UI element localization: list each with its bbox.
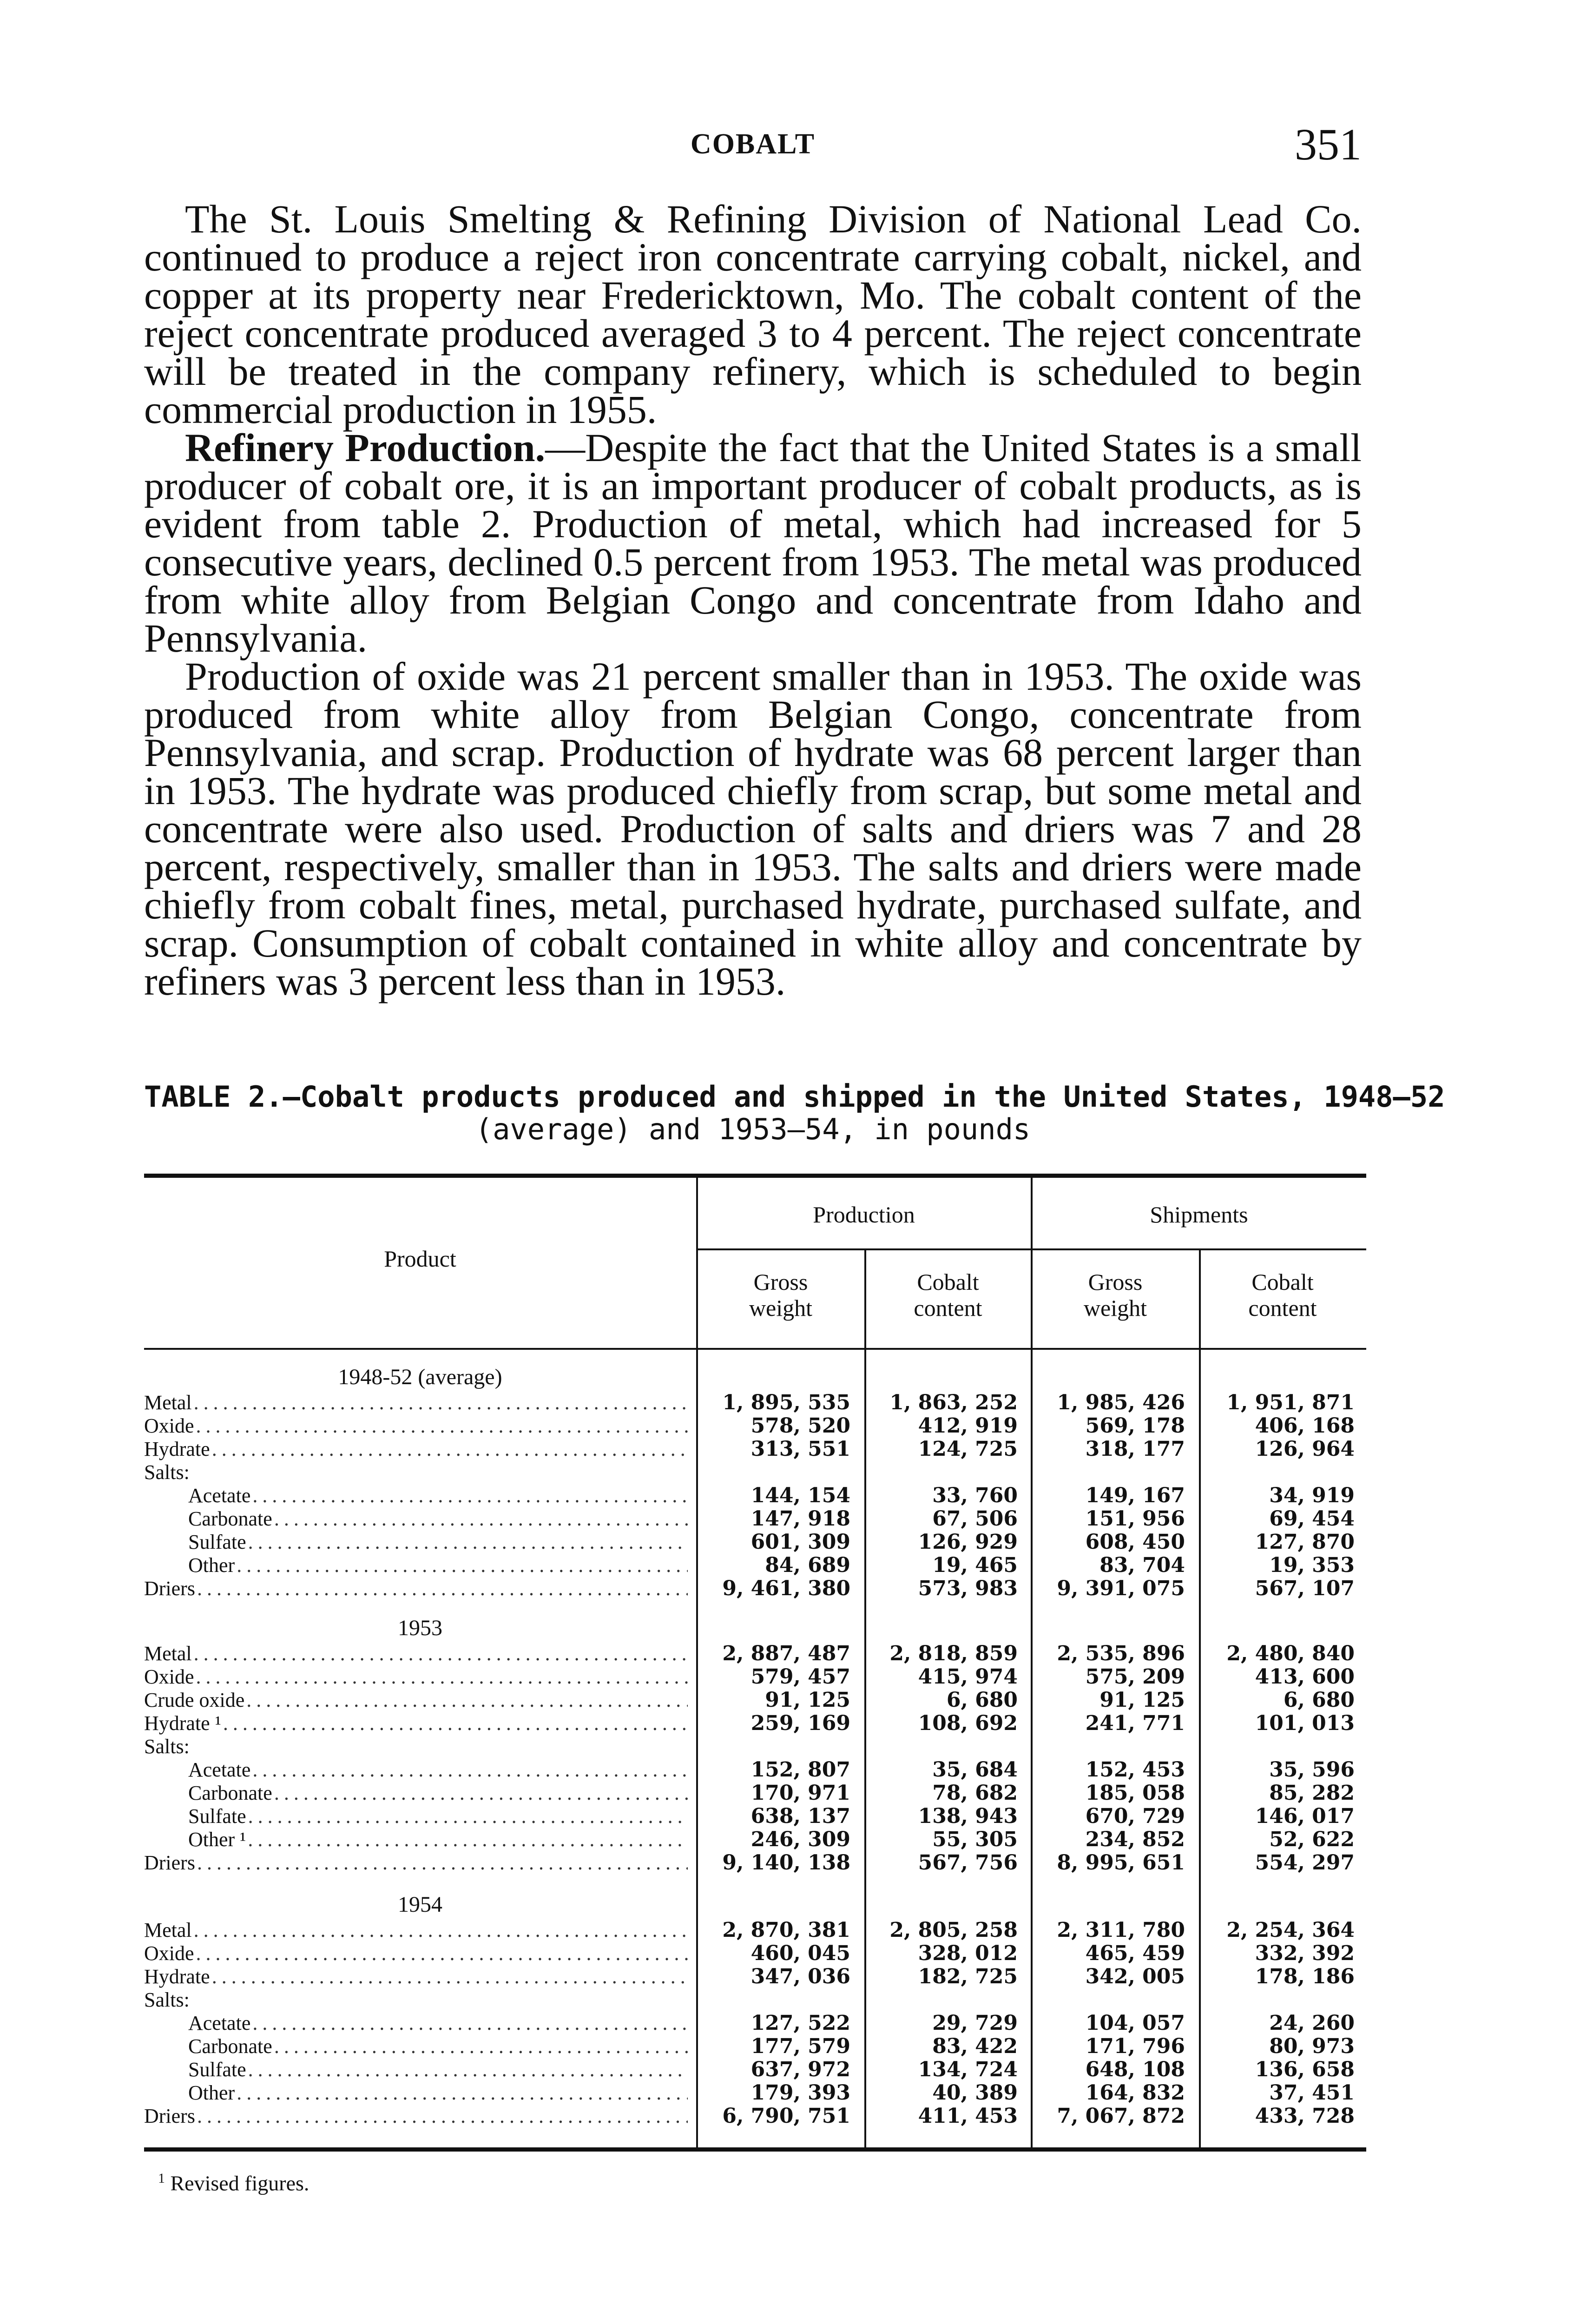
- table-cell: 37, 451: [1269, 2081, 1355, 2105]
- row-label: [144, 1689, 688, 1712]
- table-cell: 2, 311, 780: [1057, 1918, 1185, 1942]
- row-label-text: Other: [144, 2081, 237, 2104]
- row-label-text: Carbonate: [144, 1507, 274, 1530]
- row-label-text: Other: [144, 1554, 237, 1577]
- footnote: [158, 2171, 309, 2195]
- table-cell: 34, 919: [1269, 1484, 1355, 1507]
- table-cell: 83, 704: [1099, 1553, 1185, 1577]
- row-label: [144, 1438, 688, 1461]
- table-cell: 637, 972: [750, 2058, 850, 2081]
- body-text: [144, 197, 1362, 1004]
- table-cell: 347, 036: [750, 1965, 850, 1988]
- row-label: [144, 1531, 688, 1554]
- row-label-text: Salts:: [144, 1988, 191, 2011]
- table-cell: 342, 005: [1085, 1965, 1185, 1988]
- table-cell: 185, 058: [1085, 1781, 1185, 1805]
- row-label-text: Carbonate: [144, 1782, 274, 1804]
- column-group-production: Production: [813, 1202, 915, 1228]
- table-cell: 126, 964: [1255, 1437, 1355, 1461]
- table-cell: 9, 140, 138: [722, 1851, 850, 1875]
- row-label: [144, 2105, 688, 2128]
- table-cell: 33, 760: [932, 1484, 1018, 1507]
- row-label: [144, 1642, 688, 1665]
- table-cell: 460, 045: [750, 1941, 850, 1965]
- table-cell: 35, 596: [1269, 1758, 1355, 1782]
- table-cell: 104, 057: [1085, 2011, 1185, 2035]
- table-cell: 246, 309: [750, 1828, 850, 1851]
- paragraph: Refinery Production.—Despite the fact that the United States is a small producer of cobalt ore, it is an important producer of cobalt products, as is evident from table 2. Production of metal, which had increased for 5 consecutive years, declined 0.5 percent from 1953. The metal was produced from white alloy from Belgian Congo and concentrate from Idaho and Pennsylvania.: [144, 425, 1362, 660]
- row-label-text: Oxide: [144, 1942, 196, 1965]
- table-cell: 1, 985, 426: [1057, 1391, 1185, 1414]
- row-label: [144, 1391, 688, 1414]
- table-bottom-rule: [144, 2147, 1366, 2152]
- row-label: [144, 1712, 688, 1735]
- row-label-text: Oxide: [144, 1414, 196, 1437]
- table-cell: 2, 254, 364: [1226, 1918, 1355, 1942]
- table-cell: 19, 465: [932, 1553, 1018, 1577]
- row-label: [144, 2012, 688, 2035]
- table-cell: 136, 658: [1255, 2058, 1355, 2081]
- table-cell: 182, 725: [918, 1965, 1018, 1988]
- table-cell: 608, 450: [1085, 1530, 1185, 1554]
- table-cell: 259, 169: [750, 1711, 850, 1735]
- row-label-text: Crude oxide: [144, 1689, 246, 1711]
- table-cell: 134, 724: [918, 2058, 1018, 2081]
- paragraph-text: Despite the fact that the United States is a small producer of cobalt ore, it is an important producer of cobalt products, as is evident from table 2. Production of metal, which had increased for 5 consecutive years, declined 0.5 percent from 1953. The metal was produced from white alloy from Belgian Congo and concentrate from Idaho and Pennsylvania.: [144, 425, 1362, 660]
- table-cell: 138, 943: [918, 1804, 1018, 1828]
- table-cell: 91, 125: [1099, 1688, 1185, 1712]
- row-label: [144, 1988, 688, 2012]
- row-label-text: Acetate: [144, 1758, 252, 1781]
- table-cell: 575, 209: [1085, 1665, 1185, 1689]
- table-cell: 313, 551: [750, 1437, 850, 1461]
- section-heading: 1954: [398, 1892, 442, 1917]
- table-cell: 40, 389: [932, 2081, 1018, 2105]
- page-header: [144, 119, 1362, 170]
- row-label-text: Metal: [144, 1919, 194, 1941]
- row-label-text: Acetate: [144, 2012, 252, 2034]
- table-cell: 601, 309: [750, 1530, 850, 1554]
- table-cell: 2, 887, 487: [722, 1642, 850, 1665]
- table-cell: 35, 684: [932, 1758, 1018, 1782]
- column-header-product: Product: [384, 1246, 456, 1272]
- table-cell: 9, 391, 075: [1057, 1577, 1185, 1600]
- table-cell: 85, 282: [1269, 1781, 1355, 1805]
- table-cell: 6, 790, 751: [722, 2104, 850, 2128]
- table-cell: 638, 137: [750, 1804, 850, 1828]
- table-caption-line: TABLE 2.—Cobalt products produced and shipped in the United States, 1948–52: [144, 1080, 1445, 1114]
- row-label-text: Sulfate: [144, 1531, 248, 1553]
- row-label: [144, 1942, 688, 1965]
- table-cell: 164, 832: [1085, 2081, 1185, 2105]
- row-label-text: Driers: [144, 1851, 197, 1874]
- table-cell: 573, 983: [918, 1577, 1018, 1600]
- table-cell: 579, 457: [750, 1665, 850, 1689]
- row-label: [144, 1805, 688, 1828]
- table-cell: 6, 680: [1283, 1688, 1355, 1712]
- header-rule: [696, 1248, 1366, 1250]
- row-label-text: Carbonate: [144, 2035, 274, 2058]
- table-cell: 2, 805, 258: [889, 1918, 1018, 1942]
- table-cell: 178, 186: [1255, 1965, 1355, 1988]
- row-label: [144, 1965, 688, 1988]
- row-label: [144, 1461, 688, 1484]
- table-cell: 567, 107: [1255, 1577, 1355, 1600]
- table-cell: 24, 260: [1269, 2011, 1355, 2035]
- section-heading: 1953: [398, 1616, 442, 1640]
- column-header-gross-weight: Gross weight: [1083, 1269, 1147, 1321]
- table-cell: 413, 600: [1255, 1665, 1355, 1689]
- paragraph: The St. Louis Smelting & Refining Division of National Lead Co. continued to produce a reject iron concentrate carrying cobalt, nickel, and copper at its property near Fredericktown, Mo. The cobalt content of the reject concentrate produced averaged 3 to 4 percent. The reject concentrate will be treated in the company refinery, which is scheduled to begin commercial production in 1955.: [144, 197, 1362, 432]
- row-label: [144, 1782, 688, 1805]
- table-cell: 126, 929: [918, 1530, 1018, 1554]
- row-label-text: Metal: [144, 1642, 194, 1665]
- row-label: [144, 1851, 688, 1875]
- table-cell: 2, 818, 859: [889, 1642, 1018, 1665]
- table-cell: 234, 852: [1085, 1828, 1185, 1851]
- table-top-rule: [144, 1174, 1366, 1178]
- table-cell: 91, 125: [765, 1688, 850, 1712]
- table-cell: 152, 807: [750, 1758, 850, 1782]
- table-cell: 83, 422: [932, 2034, 1018, 2058]
- table-cell: 411, 453: [918, 2104, 1018, 2128]
- table-cell: 2, 480, 840: [1226, 1642, 1355, 1665]
- column-header-gross-weight: Gross weight: [749, 1269, 813, 1321]
- table-cell: 52, 622: [1269, 1828, 1355, 1851]
- table-cell: 7, 067, 872: [1057, 2104, 1185, 2128]
- table-cell: 569, 178: [1085, 1414, 1185, 1438]
- table-cell: 9, 461, 380: [722, 1577, 850, 1600]
- table-cell: 2, 870, 381: [722, 1918, 850, 1942]
- table-cell: 332, 392: [1255, 1941, 1355, 1965]
- table-cell: 554, 297: [1255, 1851, 1355, 1875]
- table-cell: 567, 756: [918, 1851, 1018, 1875]
- table-cell: 179, 393: [750, 2081, 850, 2105]
- footnote-marker: 1: [158, 2171, 165, 2186]
- table-cell: 80, 973: [1269, 2034, 1355, 2058]
- row-label: [144, 1919, 688, 1942]
- table-cell: 146, 017: [1255, 1804, 1355, 1828]
- table-cell: 406, 168: [1255, 1414, 1355, 1438]
- row-label: [144, 2035, 688, 2058]
- table-cell: 55, 305: [932, 1828, 1018, 1851]
- table-cell: 170, 971: [750, 1781, 850, 1805]
- table-cell: 648, 108: [1085, 2058, 1185, 2081]
- table-cell: 433, 728: [1255, 2104, 1355, 2128]
- table-cell: 78, 682: [932, 1781, 1018, 1805]
- row-label: [144, 1484, 688, 1507]
- table-cell: 465, 459: [1085, 1941, 1185, 1965]
- table-cell: 412, 919: [918, 1414, 1018, 1438]
- table-cell: 177, 579: [750, 2034, 850, 2058]
- row-label: [144, 1577, 688, 1600]
- row-label-text: Hydrate ¹: [144, 1712, 223, 1735]
- row-label-text: Salts:: [144, 1461, 191, 1484]
- row-label: [144, 1414, 688, 1438]
- table-cell: 670, 729: [1085, 1804, 1185, 1828]
- table-cell: 144, 154: [750, 1484, 850, 1507]
- table-cell: 6, 680: [946, 1688, 1018, 1712]
- table-cell: 1, 895, 535: [722, 1391, 850, 1414]
- table-cell: 127, 870: [1255, 1530, 1355, 1554]
- table-cell: 127, 522: [750, 2011, 850, 2035]
- row-label-text: Sulfate: [144, 2058, 248, 2081]
- row-label: [144, 1507, 688, 1531]
- row-label: [144, 1665, 688, 1689]
- table-caption: [144, 1080, 1445, 1146]
- table-cell: 415, 974: [918, 1665, 1018, 1689]
- running-title: COBALT: [690, 128, 816, 160]
- section-heading: 1948-52 (average): [338, 1365, 502, 1389]
- row-label-text: Hydrate: [144, 1438, 212, 1460]
- table-cell: 328, 012: [918, 1941, 1018, 1965]
- row-label-text: Sulfate: [144, 1805, 248, 1828]
- row-label-text: Acetate: [144, 1484, 252, 1507]
- table-cell: 151, 956: [1085, 1507, 1185, 1531]
- table-cell: 19, 353: [1269, 1553, 1355, 1577]
- column-header-cobalt-content: Cobalt content: [1248, 1269, 1317, 1321]
- table-cell: 84, 689: [765, 1553, 850, 1577]
- table-cell: 29, 729: [932, 2011, 1018, 2035]
- table-cell: 8, 995, 651: [1057, 1851, 1185, 1875]
- row-label: [144, 2081, 688, 2105]
- table-cell: 171, 796: [1085, 2034, 1185, 2058]
- section-heading: Refinery Production.: [185, 425, 546, 470]
- row-label-text: Salts:: [144, 1735, 191, 1758]
- row-label-text: Oxide: [144, 1665, 196, 1688]
- column-group-shipments: Shipments: [1150, 1202, 1248, 1228]
- table-cell: 318, 177: [1085, 1437, 1185, 1461]
- table-cell: 1, 951, 871: [1226, 1391, 1355, 1414]
- table-cell: 578, 520: [750, 1414, 850, 1438]
- row-label: [144, 1554, 688, 1577]
- table-cell: 69, 454: [1269, 1507, 1355, 1531]
- table-cell: 147, 918: [750, 1507, 850, 1531]
- footnote-text: Revised figures.: [170, 2171, 309, 2195]
- table-cell: 241, 771: [1085, 1711, 1185, 1735]
- row-label-text: Other ¹: [144, 1828, 248, 1851]
- table-cell: 152, 453: [1085, 1758, 1185, 1782]
- header-rule: [144, 1348, 1366, 1350]
- row-label: [144, 1735, 688, 1758]
- row-label: [144, 2058, 688, 2081]
- table-cell: 1, 863, 252: [889, 1391, 1018, 1414]
- column-header-cobalt-content: Cobalt content: [914, 1269, 982, 1321]
- row-label-text: Driers: [144, 2105, 197, 2127]
- table-cell: 67, 506: [932, 1507, 1018, 1531]
- table-cell: 108, 692: [918, 1711, 1018, 1735]
- table-cell: 2, 535, 896: [1057, 1642, 1185, 1665]
- row-label: [144, 1758, 688, 1782]
- table-caption-line: (average) and 1953–54, in pounds: [475, 1112, 1031, 1146]
- row-label-text: Driers: [144, 1577, 197, 1600]
- row-label: [144, 1828, 688, 1851]
- page-number: 351: [1295, 119, 1362, 169]
- table-cell: 124, 725: [918, 1437, 1018, 1461]
- table-cell: 149, 167: [1085, 1484, 1185, 1507]
- row-label-text: Metal: [144, 1391, 194, 1414]
- paragraph: Production of oxide was 21 percent smaller than in 1953. The oxide was produced from white alloy from Belgian Congo, concentrate from Pennsylvania, and scrap. Production of hydrate was 68 percent larger than in 1953. The hydrate was produced chiefly from scrap, but some metal and concentrate were also used. Production of salts and driers was 7 and 28 percent, respectively, smaller than in 1953. The salts and driers were made chiefly from cobalt fines, metal, purchased hydrate, purchased sulfate, and scrap. Consumption of cobalt contained in white alloy and concentrate by refiners was 3 percent less than in 1953.: [144, 654, 1362, 1004]
- table-cell: 101, 013: [1255, 1711, 1355, 1735]
- row-label-text: Hydrate: [144, 1965, 212, 1988]
